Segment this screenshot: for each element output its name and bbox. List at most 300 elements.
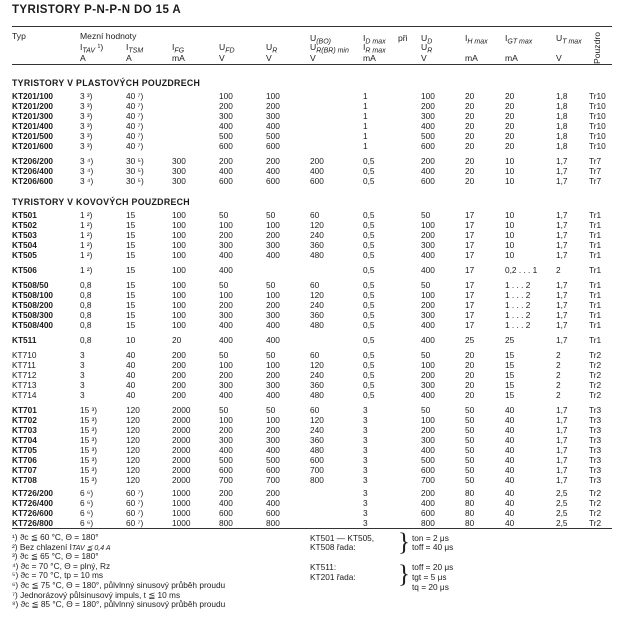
table-cell: 360 <box>310 380 324 390</box>
table-cell: 1,8 <box>556 111 568 121</box>
table-cell: 100 <box>266 91 280 101</box>
type-cell: KT712 <box>12 370 37 380</box>
table-cell: 3 ³) <box>80 141 93 151</box>
table-cell: 60 ⁷) <box>126 508 144 518</box>
table-cell: 3 <box>363 435 368 445</box>
table-row <box>0 211 618 220</box>
table-cell: 600 <box>219 141 233 151</box>
table-cell: 0,5 <box>363 230 375 240</box>
table-row <box>0 112 618 121</box>
table-cell: 0,8 <box>80 300 92 310</box>
table-cell: 17 <box>465 250 475 260</box>
type-cell: KT707 <box>12 465 37 475</box>
table-cell: 100 <box>266 360 280 370</box>
table-cell: 600 <box>219 176 233 186</box>
table-cell: 3 <box>363 518 368 528</box>
table-cell: 40 ⁷) <box>126 141 144 151</box>
table-cell: 0,5 <box>363 335 375 345</box>
table-cell: 15 ³) <box>80 425 98 435</box>
table-cell: 6 ⁶) <box>80 488 94 498</box>
table-cell: 400 <box>266 320 280 330</box>
toff2-note: toff = 20 μs <box>412 562 454 572</box>
table-cell: 60 <box>310 405 320 415</box>
table-cell: 480 <box>310 390 324 400</box>
type-cell: KT508/100 <box>12 290 54 300</box>
type-cell: KT710 <box>12 350 37 360</box>
table-cell: 15 <box>126 250 136 260</box>
table-cell: 100 <box>421 360 435 370</box>
table-cell: 100 <box>172 265 186 275</box>
tq-note: tq = 20 μs <box>412 582 449 592</box>
type-cell: KT201/600 <box>12 141 54 151</box>
table-cell: 200 <box>172 390 186 400</box>
unit-itsm: A <box>126 53 132 63</box>
header-ur2: $U_R$ <box>421 42 433 55</box>
table-row <box>0 177 618 186</box>
table-row <box>0 351 618 360</box>
table-cell: 400 <box>219 166 233 176</box>
table-cell: 15 <box>126 240 136 250</box>
table-cell: 300 <box>421 380 435 390</box>
table-cell: 15 <box>126 300 136 310</box>
table-cell: 120 <box>126 455 140 465</box>
table-row <box>0 406 618 415</box>
table-cell: 800 <box>266 518 280 528</box>
table-cell: 500 <box>219 455 233 465</box>
table-cell: 3 ³) <box>80 111 93 121</box>
table-cell: 400 <box>421 335 435 345</box>
table-cell: 1,7 <box>556 230 568 240</box>
table-cell: 2000 <box>172 415 191 425</box>
table-row <box>0 509 618 518</box>
table-cell: 20 <box>505 121 515 131</box>
table-cell: Tr1 <box>589 310 602 320</box>
table-cell: 0,2 . . . 1 <box>505 265 538 275</box>
table-cell: 20 <box>505 141 515 151</box>
table-cell: 15 <box>126 220 136 230</box>
table-cell: 300 <box>172 166 186 176</box>
table-cell: 600 <box>266 508 280 518</box>
type-cell: KT726/800 <box>12 518 54 528</box>
table-cell: 300 <box>266 380 280 390</box>
section-title: TYRISTORY V KOVOVÝCH POUZDRECH <box>12 197 190 207</box>
table-cell: 40 <box>505 498 515 508</box>
table-cell: 1,7 <box>556 425 568 435</box>
table-cell: 500 <box>266 131 280 141</box>
type-cell: KT508/200 <box>12 300 54 310</box>
table-cell: 6 ⁶) <box>80 508 94 518</box>
table-cell: 600 <box>310 455 324 465</box>
header-ur: $U_R$ <box>266 42 278 55</box>
table-cell: 20 <box>465 111 475 121</box>
table-cell: 3 <box>80 360 85 370</box>
kt501-label: KT501 — KT505, <box>310 533 375 543</box>
table-cell: 1,7 <box>556 455 568 465</box>
table-cell: 3 <box>363 455 368 465</box>
type-cell: KT726/400 <box>12 498 54 508</box>
table-cell: 700 <box>266 475 280 485</box>
table-cell: 200 <box>421 488 435 498</box>
table-cell: 100 <box>219 290 233 300</box>
table-cell: 480 <box>310 250 324 260</box>
table-cell: 15 ³) <box>80 435 98 445</box>
table-cell: 400 <box>266 498 280 508</box>
table-cell: 700 <box>219 475 233 485</box>
table-cell: 15 ³) <box>80 475 98 485</box>
table-cell: Tr3 <box>589 435 602 445</box>
table-row <box>0 102 618 111</box>
table-row <box>0 476 618 485</box>
table-cell: 400 <box>219 498 233 508</box>
table-row <box>0 391 618 400</box>
table-cell: 20 <box>465 380 475 390</box>
table-cell: 3 <box>80 370 85 380</box>
table-cell: 6 ⁶) <box>80 498 94 508</box>
table-cell: 400 <box>219 121 233 131</box>
table-cell: 100 <box>219 91 233 101</box>
table-cell: 17 <box>465 220 475 230</box>
table-cell: 2000 <box>172 445 191 455</box>
table-cell: 0,5 <box>363 320 375 330</box>
table-cell: 600 <box>310 176 324 186</box>
table-cell: 200 <box>172 350 186 360</box>
table-cell: Tr2 <box>589 350 602 360</box>
table-row <box>0 142 618 151</box>
table-cell: 15 <box>126 310 136 320</box>
table-cell: 15 <box>126 320 136 330</box>
table-cell: 200 <box>266 300 280 310</box>
table-cell: 50 <box>465 465 475 475</box>
table-cell: 1 . . . 2 <box>505 290 531 300</box>
table-cell: 600 <box>421 141 435 151</box>
table-cell: 500 <box>219 131 233 141</box>
table-cell: Tr2 <box>589 370 602 380</box>
table-cell: 2000 <box>172 405 191 415</box>
footnote-line: ⁶) ϑc ≦ 75 °C, Θ = 180°, půlvlnný sinusový průběh proudu <box>12 580 226 590</box>
table-cell: 300 <box>266 111 280 121</box>
table-cell: 100 <box>172 230 186 240</box>
table-cell: 1,8 <box>556 91 568 101</box>
table-cell: 300 <box>219 310 233 320</box>
table-cell: 3 ⁴) <box>80 156 94 166</box>
table-cell: 50 <box>266 350 276 360</box>
type-cell: KT201/400 <box>12 121 54 131</box>
table-cell: Tr10 <box>589 121 606 131</box>
table-cell: 3 <box>363 488 368 498</box>
table-cell: 1,7 <box>556 415 568 425</box>
footnote-line: ²) Bez chlazení ITAV ≦ 0,4 A <box>12 541 111 552</box>
table-cell: 0,5 <box>363 380 375 390</box>
table-cell: Tr1 <box>589 335 602 345</box>
table-cell: 300 <box>421 240 435 250</box>
table-cell: 0,5 <box>363 220 375 230</box>
table-cell: 400 <box>421 445 435 455</box>
table-cell: 600 <box>266 141 280 151</box>
table-cell: 200 <box>421 370 435 380</box>
table-cell: Tr3 <box>589 445 602 455</box>
table-cell: 100 <box>172 310 186 320</box>
table-cell: Tr2 <box>589 380 602 390</box>
unit-ufd: V <box>219 53 225 63</box>
table-cell: 50 <box>421 350 431 360</box>
table-cell: 1,7 <box>556 320 568 330</box>
table-cell: 100 <box>219 360 233 370</box>
table-cell: 300 <box>172 156 186 166</box>
table-row <box>0 371 618 380</box>
type-cell: KT508/300 <box>12 310 54 320</box>
table-cell: 30 ⁵) <box>126 166 144 176</box>
table-cell: 120 <box>310 415 324 425</box>
table-cell: 3 <box>363 475 368 485</box>
table-cell: 360 <box>310 310 324 320</box>
table-cell: 100 <box>172 220 186 230</box>
type-cell: KT703 <box>12 425 37 435</box>
table-cell: 400 <box>421 498 435 508</box>
header-bottom-rule <box>12 64 612 65</box>
table-cell: 800 <box>219 518 233 528</box>
table-cell: 1,7 <box>556 220 568 230</box>
table-cell: 20 <box>465 166 475 176</box>
table-cell: Tr10 <box>589 101 606 111</box>
table-cell: 40 <box>505 435 515 445</box>
table-cell: 50 <box>219 280 229 290</box>
table-cell: 15 <box>126 230 136 240</box>
table-cell: 120 <box>310 360 324 370</box>
table-cell: 360 <box>310 435 324 445</box>
table-cell: 17 <box>465 210 475 220</box>
table-row <box>0 291 618 300</box>
table-cell: 240 <box>310 370 324 380</box>
type-cell: KT206/600 <box>12 176 54 186</box>
unit-itav: A <box>80 53 86 63</box>
table-cell: 200 <box>266 101 280 111</box>
table-cell: 17 <box>465 240 475 250</box>
table-cell: Tr2 <box>589 360 602 370</box>
table-cell: 15 ³) <box>80 445 98 455</box>
table-cell: Tr1 <box>589 300 602 310</box>
table-cell: 1 ²) <box>80 210 93 220</box>
toff-note: toff = 40 μs <box>412 542 454 552</box>
table-cell: 20 <box>465 121 475 131</box>
header-pri: při <box>398 33 408 43</box>
table-cell: 15 <box>505 380 515 390</box>
table-cell: 800 <box>421 518 435 528</box>
type-cell: KT206/200 <box>12 156 54 166</box>
type-cell: KT711 <box>12 360 36 370</box>
footnote-line: ⁷) Jednorázový půlsinusový impuls, t ≦ 10 ms <box>12 589 181 600</box>
table-cell: 2 <box>556 360 561 370</box>
table-cell: 50 <box>465 415 475 425</box>
table-cell: Tr2 <box>589 488 602 498</box>
table-cell: Tr1 <box>589 280 602 290</box>
table-cell: Tr2 <box>589 508 602 518</box>
type-cell: KT201/500 <box>12 131 54 141</box>
table-cell: 0,8 <box>80 290 92 300</box>
type-cell: KT713 <box>12 380 37 390</box>
table-cell: Tr3 <box>589 465 602 475</box>
table-cell: 50 <box>465 425 475 435</box>
table-cell: 10 <box>505 250 515 260</box>
table-cell: Tr1 <box>589 320 602 330</box>
table-cell: 120 <box>126 435 140 445</box>
table-cell: 0,8 <box>80 320 92 330</box>
table-cell: 300 <box>219 435 233 445</box>
table-cell: 200 <box>421 425 435 435</box>
table-cell: 200 <box>421 156 435 166</box>
table-cell: Tr1 <box>589 265 602 275</box>
table-cell: 1,7 <box>556 310 568 320</box>
table-cell: 10 <box>505 166 515 176</box>
table-cell: 480 <box>310 320 324 330</box>
table-row <box>0 132 618 141</box>
table-cell: 0,5 <box>363 390 375 400</box>
footnote-line: ⁵) ϑc = 70 °C, tp = 10 ms <box>12 570 104 581</box>
table-cell: 50 <box>219 405 229 415</box>
table-cell: 1,7 <box>556 300 568 310</box>
table-cell: 15 ³) <box>80 455 98 465</box>
table-row <box>0 519 618 528</box>
table-cell: 40 ⁷) <box>126 131 144 141</box>
table-cell: 40 <box>505 488 515 498</box>
type-cell: KT704 <box>12 435 37 445</box>
table-cell: 50 <box>219 210 229 220</box>
table-cell: 120 <box>126 465 140 475</box>
type-cell: KT701 <box>12 405 37 415</box>
table-cell: 0,5 <box>363 265 375 275</box>
table-cell: Tr7 <box>589 176 602 186</box>
table-cell: 80 <box>465 498 475 508</box>
table-cell: 50 <box>421 210 431 220</box>
table-cell: 400 <box>421 390 435 400</box>
table-cell: Tr7 <box>589 166 602 176</box>
table-cell: 50 <box>219 350 229 360</box>
table-cell: 100 <box>172 290 186 300</box>
header-igt: $I_{GT max}$ <box>505 33 533 46</box>
table-cell: 50 <box>465 455 475 465</box>
table-cell: 20 <box>465 131 475 141</box>
table-cell: 600 <box>421 176 435 186</box>
section-title: TYRISTORY V PLASTOVÝCH POUZDRECH <box>12 78 201 88</box>
unit-ifg: mA <box>172 53 185 63</box>
table-cell: 0,5 <box>363 350 375 360</box>
type-cell: KT201/100 <box>12 91 54 101</box>
table-cell: 500 <box>421 131 435 141</box>
table-cell: Tr10 <box>589 91 606 101</box>
table-cell: 1,7 <box>556 405 568 415</box>
table-cell: 40 ⁷) <box>126 101 144 111</box>
table-row <box>0 311 618 320</box>
table-cell: 20 <box>465 91 475 101</box>
table-cell: 1 ²) <box>80 240 93 250</box>
table-cell: 200 <box>172 370 186 380</box>
header-typ: Typ <box>12 31 26 41</box>
table-row <box>0 231 618 240</box>
table-cell: 1,7 <box>556 290 568 300</box>
table-cell: 0,5 <box>363 370 375 380</box>
table-cell: 400 <box>219 320 233 330</box>
table-cell: 3 <box>363 405 368 415</box>
table-cell: 50 <box>266 210 276 220</box>
table-cell: 1 <box>363 131 368 141</box>
table-row <box>0 251 618 260</box>
unit-ur: V <box>266 53 272 63</box>
table-cell: 40 <box>505 508 515 518</box>
type-cell: KT508/50 <box>12 280 49 290</box>
table-cell: 200 <box>172 360 186 370</box>
table-cell: 300 <box>266 310 280 320</box>
table-cell: 300 <box>421 435 435 445</box>
table-cell: 300 <box>219 240 233 250</box>
kt508-label: KT508 řada: <box>310 542 356 552</box>
type-cell: KT505 <box>12 250 37 260</box>
table-cell: 20 <box>465 360 475 370</box>
table-cell: 80 <box>465 488 475 498</box>
table-cell: 60 ⁷) <box>126 488 144 498</box>
table-cell: 100 <box>219 415 233 425</box>
table-row <box>0 466 618 475</box>
table-cell: 500 <box>266 455 280 465</box>
table-cell: 400 <box>421 166 435 176</box>
table-cell: Tr1 <box>589 290 602 300</box>
table-cell: 3 ³) <box>80 101 93 111</box>
table-cell: 200 <box>219 425 233 435</box>
table-cell: 50 <box>421 280 431 290</box>
table-cell: 30 ⁵) <box>126 176 144 186</box>
table-cell: 200 <box>172 380 186 390</box>
footnote-sub: TAV ≦ 0,4 A <box>71 544 111 552</box>
table-cell: 100 <box>421 415 435 425</box>
table-cell: 50 <box>266 280 276 290</box>
table-cell: 100 <box>172 240 186 250</box>
table-cell: 2,5 <box>556 508 568 518</box>
table-row <box>0 456 618 465</box>
table-cell: 100 <box>266 290 280 300</box>
table-cell: 20 <box>465 390 475 400</box>
type-cell: KT726/200 <box>12 488 54 498</box>
table-cell: 20 <box>465 350 475 360</box>
table-cell: 6 ⁶) <box>80 518 94 528</box>
table-row <box>0 167 618 176</box>
table-cell: 120 <box>126 475 140 485</box>
table-cell: 200 <box>266 156 280 166</box>
table-cell: 3 <box>80 380 85 390</box>
table-cell: 80 <box>465 508 475 518</box>
header-ir: $I_{R max}$ <box>363 42 386 55</box>
table-cell: 600 <box>219 465 233 475</box>
table-cell: 500 <box>421 455 435 465</box>
table-cell: 1,7 <box>556 166 568 176</box>
table-cell: 3 <box>363 415 368 425</box>
table-cell: 120 <box>310 220 324 230</box>
table-cell: 300 <box>421 310 435 320</box>
footnote-line: ⁴) ϑc = 70 °C, Θ = plný, Rz <box>12 560 111 571</box>
header-ut: $U_{T max}$ <box>556 33 582 46</box>
table-cell: 3 <box>363 425 368 435</box>
table-cell: 1 ²) <box>80 220 93 230</box>
table-cell: 10 <box>505 210 515 220</box>
unit-id: mA <box>363 53 376 63</box>
table-cell: 600 <box>266 176 280 186</box>
table-cell: 15 <box>126 290 136 300</box>
table-cell: 1000 <box>172 518 191 528</box>
unit-ubo: V <box>310 53 316 63</box>
table-cell: 1 <box>363 91 368 101</box>
table-cell: 200 <box>219 300 233 310</box>
unit-ih: mA <box>465 53 478 63</box>
table-cell: 600 <box>421 508 435 518</box>
table-cell: 400 <box>310 166 324 176</box>
table-cell: 1,8 <box>556 121 568 131</box>
